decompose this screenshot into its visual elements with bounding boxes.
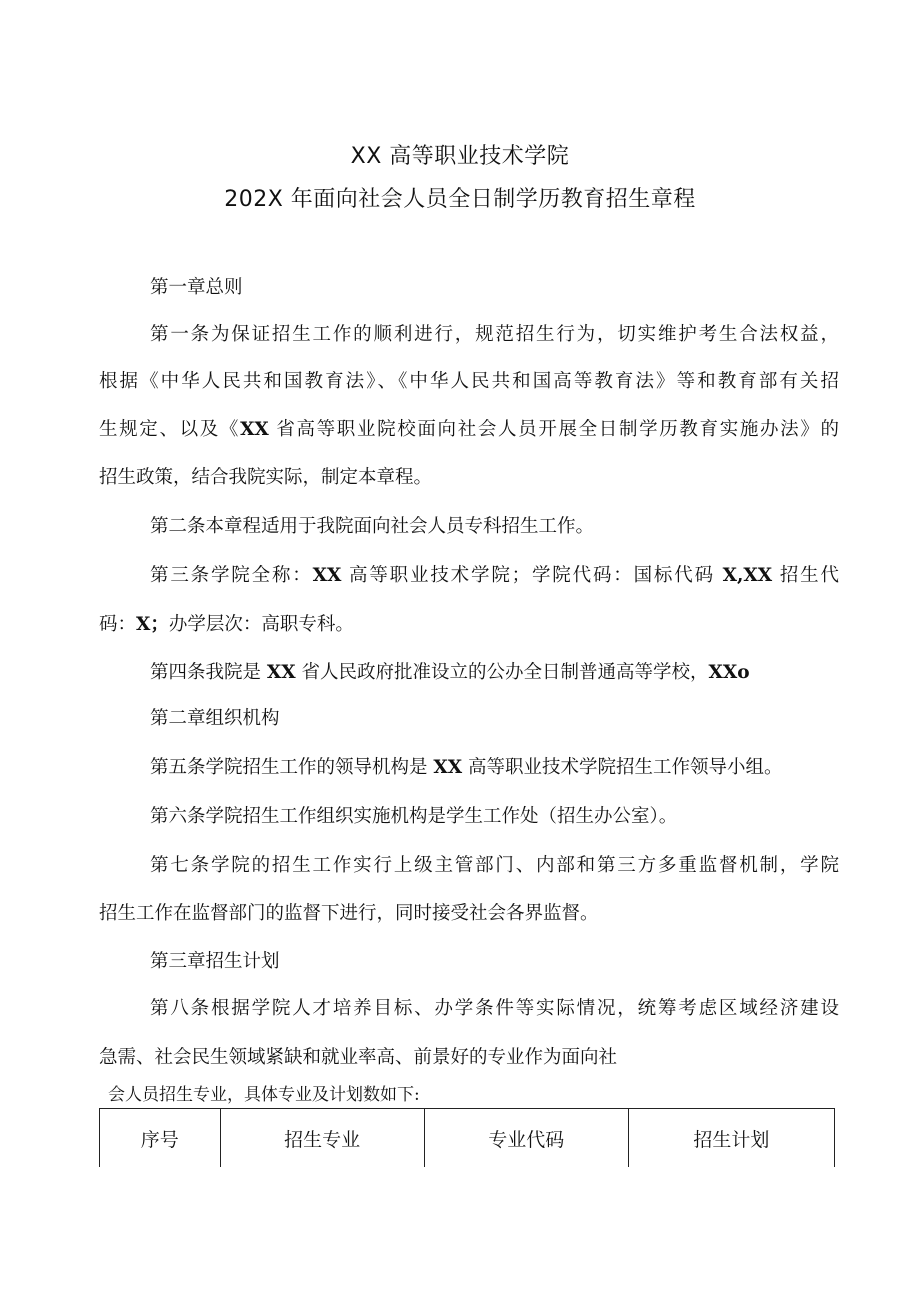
enrollment-plan-table: [99, 1108, 835, 1167]
article-3-line-1: 第三条学院全称：XX 高等职业技术学院；学院代码：国标代码 X,XX 招生代: [150, 565, 839, 586]
chapter-2-heading: 第二章组织机构: [150, 708, 280, 729]
article-1-line-3: 生规定、以及《XX 省高等职业院校面向社会人员开展全日制学历教育实施办法》的: [99, 419, 839, 440]
chapter-3-heading: 第三章招生计划: [150, 951, 280, 972]
table-caption: 会人员招生专业，具体专业及计划数如下:: [108, 1085, 420, 1105]
header-cell-major: 招生专业: [220, 1109, 424, 1168]
document-title-line-1: XX 高等职业技术学院: [350, 144, 570, 169]
table-header-row: [100, 1109, 835, 1168]
article-4: 第四条我院是 XX 省人民政府批准设立的公办全日制普通高等学校，XXo: [150, 662, 750, 683]
article-7-line-2: 招生工作在监督部门的监督下进行，同时接受社会各界监督。: [99, 903, 599, 924]
article-6: 第六条学院招生工作组织实施机构是学生工作处（招生办公室）。: [150, 806, 678, 827]
article-5: 第五条学院招生工作的领导机构是 XX 高等职业技术学院招生工作领导小组。: [150, 757, 783, 778]
article-8-line-2: 急需、社会民生领域紧缺和就业率高、前景好的专业作为面向社: [99, 1047, 618, 1068]
header-cell-index: 序号: [100, 1109, 221, 1168]
header-cell-major-code: 专业代码: [424, 1109, 628, 1168]
header-cell-plan-count: 招生计划: [628, 1109, 834, 1168]
article-1-line-1: 第一条为保证招生工作的顺利进行，规范招生行为，切实维护考生合法权益，: [150, 324, 839, 345]
article-3-line-2: 码：X；办学层次：高职专科。: [99, 614, 354, 635]
document-title-line-2: 202X 年面向社会人员全日制学历教育招生章程: [224, 187, 696, 212]
article-8-line-1: 第八条根据学院人才培养目标、办学条件等实际情况，统筹考虑区域经济建设: [150, 998, 839, 1019]
article-2: 第二条本章程适用于我院面向社会人员专科招生工作。: [150, 516, 595, 537]
article-1-line-4: 招生政策，结合我院实际，制定本章程。: [99, 467, 433, 488]
chapter-1-heading: 第一章总则: [150, 277, 243, 298]
article-7-line-1: 第七条学院的招生工作实行上级主管部门、内部和第三方多重监督机制，学院: [150, 855, 839, 876]
article-1-line-2: 根据《中华人民共和国教育法》、《中华人民共和国高等教育法》等和教育部有关招: [99, 371, 839, 392]
